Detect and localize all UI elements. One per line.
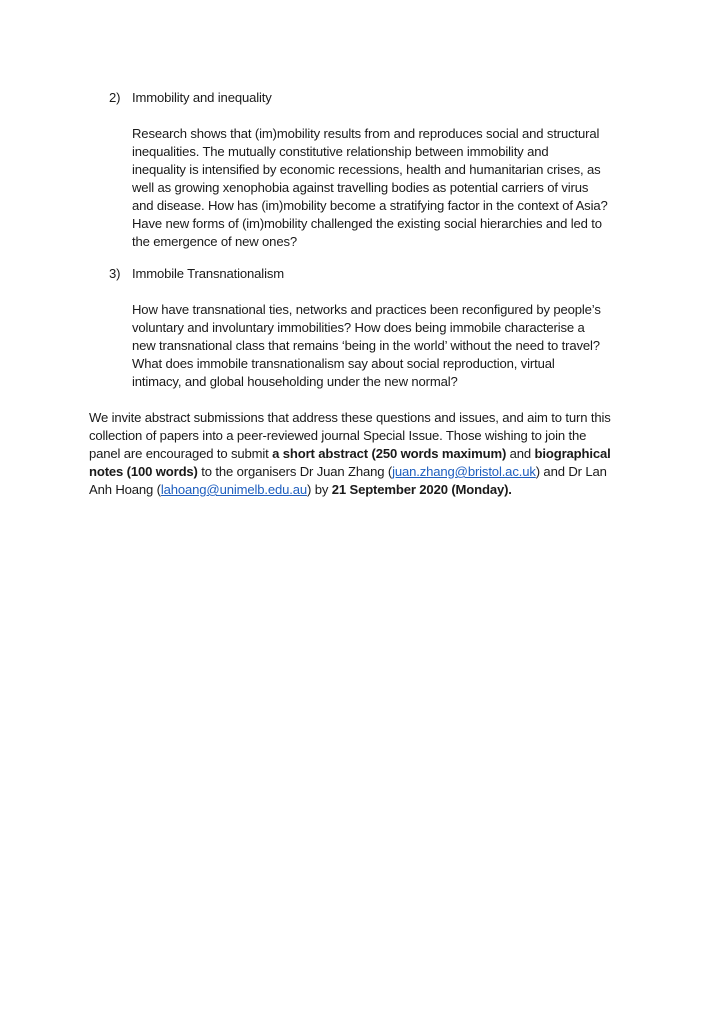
body-line: and disease. How has (im)mobility become a stratifying factor in the context of Asia? xyxy=(132,198,608,213)
closing-text: to the organisers Dr Juan Zhang ( xyxy=(197,464,393,479)
closing-text: Anh Hoang ( xyxy=(89,482,161,497)
section-heading: Immobile Transnationalism xyxy=(132,266,284,281)
list-number: 3) xyxy=(109,266,121,281)
body-line: What does immobile transnationalism say about social reproduction, virtual xyxy=(132,356,555,371)
closing-text: panel are encouraged to submit xyxy=(89,446,273,461)
closing-paragraph xyxy=(89,409,649,499)
section-body xyxy=(132,301,652,391)
section-body xyxy=(132,125,652,251)
closing-text: collection of papers into a peer-reviewed journal Special Issue. Those wishing to join the xyxy=(89,428,587,443)
abstract-requirement: a short abstract (250 words maximum) xyxy=(272,446,507,461)
body-line: How have transnational ties, networks and practices been reconfigured by people’s xyxy=(132,302,601,317)
body-line: well as growing xenophobia against travelling bodies as potential carriers of virus xyxy=(132,180,589,195)
closing-text: ) by xyxy=(307,482,332,497)
closing-line xyxy=(89,427,649,445)
body-line: voluntary and involuntary immobilities? How does being immobile characterise a xyxy=(132,320,585,335)
closing-text: We invite abstract submissions that address these questions and issues, and aim to turn this xyxy=(89,410,611,425)
closing-line xyxy=(89,481,649,499)
body-line: Research shows that (im)mobility results from and reproduces social and structural xyxy=(132,126,600,141)
deadline: 21 September 2020 (Monday). xyxy=(331,482,512,497)
body-line: Have new forms of (im)mobility challenged the existing social hierarchies and led to xyxy=(132,216,602,231)
body-line: the emergence of new ones? xyxy=(132,234,297,249)
closing-text: ) and Dr Lan xyxy=(535,464,607,479)
closing-line xyxy=(89,463,649,481)
body-line: inequality is intensified by economic recessions, health and humanitarian crises, as xyxy=(132,162,601,177)
bio-requirement-start: biographical xyxy=(534,446,611,461)
bio-requirement-end: notes (100 words) xyxy=(89,464,198,479)
closing-text: and xyxy=(506,446,535,461)
section-heading: Immobility and inequality xyxy=(132,90,272,105)
body-line: new transnational class that remains ‘being in the world’ without the need to travel? xyxy=(132,338,600,353)
closing-line xyxy=(89,409,649,427)
body-line: intimacy, and global householding under the new normal? xyxy=(132,374,458,389)
email-link-lan-anh-hoang[interactable]: lahoang@unimelb.edu.au xyxy=(160,482,308,497)
body-line: inequalities. The mutually constitutive relationship between immobility and xyxy=(132,144,549,159)
email-link-juan-zhang[interactable]: juan.zhang@bristol.ac.uk xyxy=(392,464,536,479)
closing-line xyxy=(89,445,649,463)
list-number: 2) xyxy=(109,90,121,105)
